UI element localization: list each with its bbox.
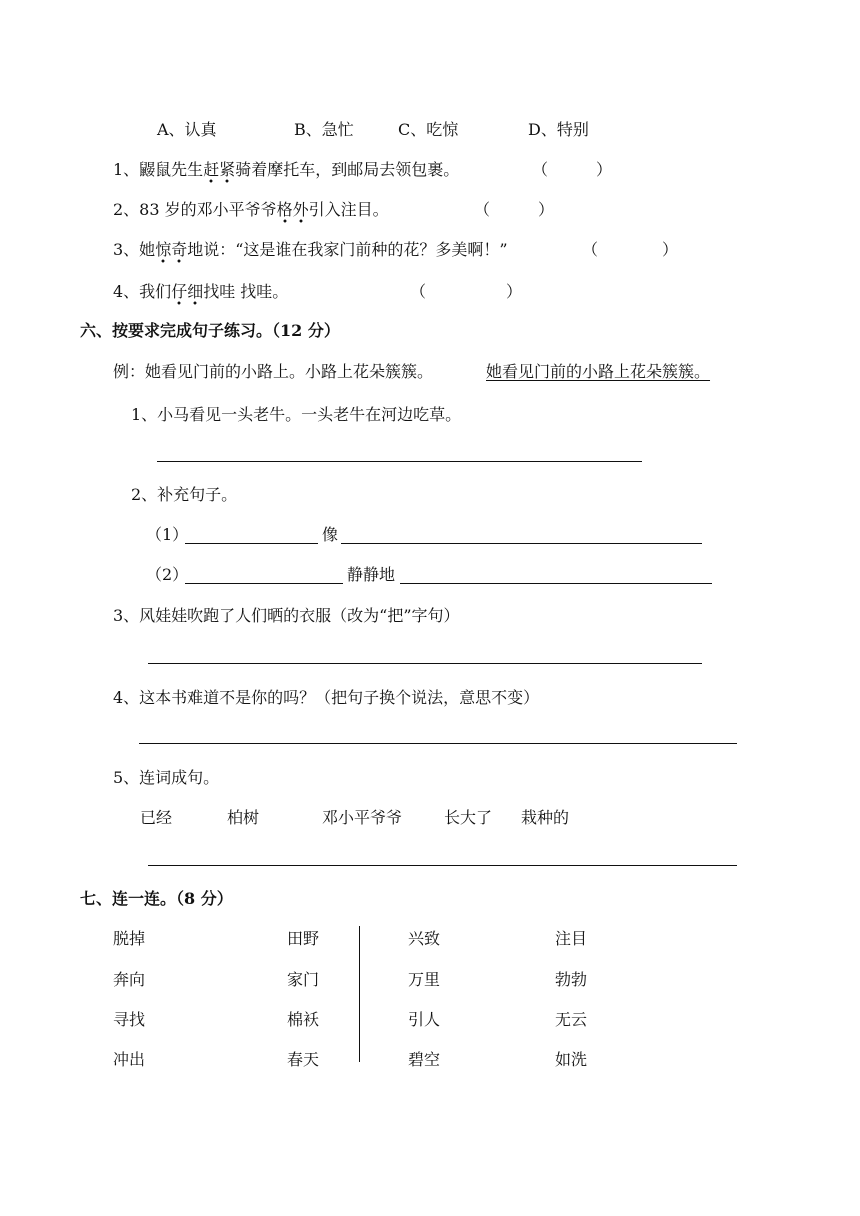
match-word-right-b[interactable]: 如洗	[555, 1050, 588, 1069]
question-text-post: 骑着摩托车，到邮局去领包裹。	[235, 160, 460, 179]
question-text-pre: 3、她	[113, 240, 156, 259]
word-chip: 已经	[140, 808, 173, 827]
match-word-left-a[interactable]: 奔向	[113, 970, 146, 989]
match-word-left-b[interactable]: 家门	[287, 970, 320, 989]
sub-question-1-word: 像	[322, 525, 339, 544]
question-text-pre: 2、83 岁的邓小平爷爷	[113, 200, 277, 219]
option-c: C、吃惊	[398, 120, 459, 139]
match-word-left-b[interactable]: 田野	[287, 929, 320, 948]
answer-line[interactable]	[148, 663, 702, 664]
question-6-4: 4、这本书难道不是你的吗？（把句子换个说法，意思不变）	[113, 688, 540, 707]
match-word-right-a[interactable]: 碧空	[408, 1050, 441, 1069]
example-sentence: 例：她看见门前的小路上。小路上花朵簇簇。	[113, 362, 434, 381]
match-word-right-a[interactable]: 万里	[408, 970, 441, 989]
question-6-5: 5、连词成句。	[113, 768, 220, 787]
section-7-title: 七、连一连。（8 分）	[80, 889, 233, 908]
question-text-post: 找哇 找哇。	[203, 282, 289, 301]
match-word-left-b[interactable]: 棉袄	[287, 1010, 320, 1029]
question-5-1	[113, 160, 459, 180]
word-chip: 邓小平爷爷	[322, 808, 403, 827]
question-text-post: 地说：“这是谁在我家门前种的花？多美啊！”	[187, 240, 508, 259]
match-word-left-a[interactable]: 冲出	[113, 1050, 146, 1069]
word-chip: 栽种的	[521, 808, 570, 827]
question-6-1: 1、小马看见一头老牛。一头老牛在河边吃草。	[131, 405, 462, 424]
answer-line[interactable]	[148, 865, 737, 866]
match-word-left-a[interactable]: 脱掉	[113, 929, 146, 948]
question-6-2: 2、补充句子。	[131, 485, 238, 504]
answer-paren: （ ）	[474, 200, 555, 219]
option-b: B、急忙	[294, 120, 354, 139]
dotted-word: 格外	[277, 200, 309, 223]
question-text-pre: 4、我们	[113, 282, 172, 301]
dotted-word: 惊奇	[155, 240, 187, 263]
match-word-right-a[interactable]: 引人	[408, 1010, 441, 1029]
match-word-left-b[interactable]: 春天	[287, 1050, 320, 1069]
question-6-3: 3、风娃娃吹跑了人们晒的衣服（改为“把”字句）	[113, 606, 460, 625]
answer-paren: （ ）	[532, 160, 613, 179]
answer-paren: （ ）	[410, 282, 523, 301]
answer-blank[interactable]	[185, 543, 318, 544]
option-a: A、认真	[157, 120, 217, 139]
divider	[359, 926, 360, 1062]
answer-line[interactable]	[139, 743, 737, 744]
match-word-right-b[interactable]: 注目	[555, 929, 588, 948]
question-5-2	[113, 200, 389, 220]
dotted-word: 仔细	[171, 282, 203, 305]
match-word-right-b[interactable]: 无云	[555, 1010, 588, 1029]
dotted-word: 赶紧	[203, 160, 235, 183]
question-5-3	[113, 240, 508, 260]
match-word-left-a[interactable]: 寻找	[113, 1010, 146, 1029]
option-d: D、特别	[528, 120, 589, 139]
word-chip: 柏树	[227, 808, 260, 827]
word-chip: 长大了	[444, 808, 493, 827]
answer-line[interactable]	[157, 461, 642, 462]
sub-question-2-number: （2）	[146, 565, 189, 584]
answer-blank[interactable]	[185, 583, 343, 584]
match-word-right-b[interactable]: 勃勃	[555, 970, 588, 989]
question-5-4	[113, 282, 288, 302]
example-answer: 她看见门前的小路上花朵簇簇。	[486, 362, 711, 381]
sub-question-2-word: 静静地	[347, 565, 396, 584]
answer-paren: （ ）	[582, 240, 679, 259]
question-text-pre: 1、鼹鼠先生	[113, 160, 204, 179]
question-text-post: 引入注目。	[308, 200, 389, 219]
section-6-title: 六、按要求完成句子练习。（12 分）	[80, 321, 340, 340]
answer-blank[interactable]	[341, 543, 702, 544]
answer-blank[interactable]	[400, 583, 712, 584]
match-word-right-a[interactable]: 兴致	[408, 929, 441, 948]
sub-question-1-number: （1）	[146, 525, 189, 544]
